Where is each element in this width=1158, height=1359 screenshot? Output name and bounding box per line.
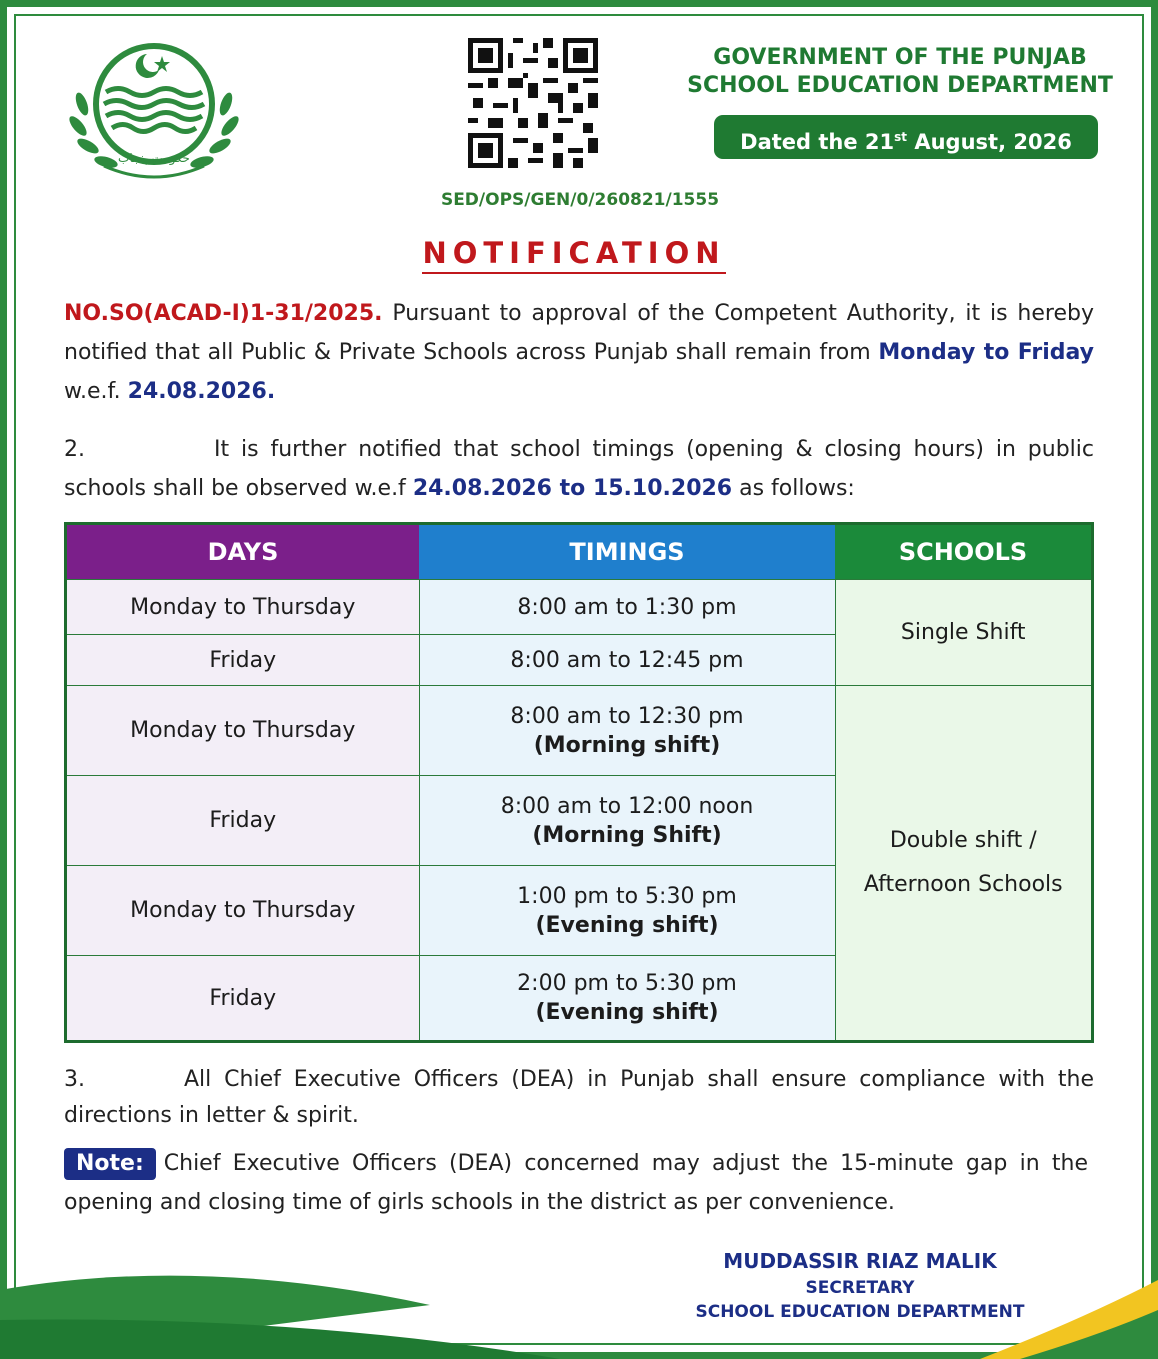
shift-label: (Evening shift) <box>535 1000 719 1025</box>
time-range: 2:00 pm to 5:30 pm <box>517 971 737 996</box>
day-cell: Friday <box>66 776 420 866</box>
note-text: Chief Executive Officers (DEA) concerned may adjust the 15-minute gap in the opening and closing time of girls schools in the district as per convenience. <box>64 1151 1088 1215</box>
note-badge: Note: <box>64 1148 156 1180</box>
paragraph-3 <box>64 1062 1094 1134</box>
school-type-double <box>835 686 1093 1042</box>
para1-wef: w.e.f. <box>64 379 128 404</box>
qr-code <box>468 38 598 168</box>
school-type-single: Single Shift <box>835 580 1093 686</box>
para3-number: 3. <box>64 1067 85 1092</box>
notification-title <box>300 236 848 270</box>
time-cell <box>419 866 835 956</box>
punjab-government-emblem <box>64 34 244 184</box>
time-cell <box>419 686 835 776</box>
date-suffix: August, 2026 <box>907 130 1072 154</box>
time-range: 8:00 am to 12:30 pm <box>510 703 744 729</box>
para1-days: Monday to Friday <box>878 340 1095 365</box>
para2-text: It is further notified that school timings (opening & closing hours) in public schools shall be observed w.e.f <box>64 437 1094 501</box>
table-row <box>66 580 1093 635</box>
paragraph-2 <box>64 430 1094 508</box>
signatory-name: MUDDASSIR RIAZ MALIK <box>723 1249 997 1273</box>
reference-code: SED/OPS/GEN/0/260821/1555 <box>440 190 720 210</box>
time-cell: 8:00 am to 1:30 pm <box>419 580 835 635</box>
day-cell: Friday <box>66 635 420 686</box>
school-double-line2: Afternoon Schools <box>863 872 1063 897</box>
day-cell: Friday <box>66 956 420 1042</box>
header-schools: SCHOOLS <box>835 524 1093 580</box>
signature-block <box>680 1246 1040 1324</box>
gov-title: GOVERNMENT OF THE PUNJAB <box>713 45 1087 70</box>
day-cell: Monday to Thursday <box>66 686 420 776</box>
signatory-department: SCHOOL EDUCATION DEPARTMENT <box>695 1302 1025 1322</box>
table-header-row <box>66 524 1093 580</box>
para2-number: 2. <box>64 437 85 462</box>
para3-text: All Chief Executive Officers (DEA) in Punjab shall ensure compliance with the directions in letter & spirit. <box>64 1067 1094 1128</box>
shift-label: (Morning shift) <box>533 732 721 758</box>
time-range: 8:00 am to 12:00 noon <box>500 793 754 819</box>
date-prefix: Dated the 21 <box>740 130 895 154</box>
time-cell <box>419 956 835 1042</box>
shift-label: (Evening shift) <box>535 912 719 938</box>
para1-date: 24.08.2026. <box>127 379 276 404</box>
time-cell: 8:00 am to 12:45 pm <box>419 635 835 686</box>
dept-title: SCHOOL EDUCATION DEPARTMENT <box>687 73 1113 98</box>
time-range: 1:00 pm to 5:30 pm <box>517 883 737 909</box>
shift-label: (Morning Shift) <box>532 822 722 848</box>
date-badge <box>714 115 1098 159</box>
date-ordinal: st <box>894 130 908 144</box>
day-cell: Monday to Thursday <box>66 580 420 635</box>
timings-table <box>64 522 1094 1043</box>
header-days: DAYS <box>66 524 420 580</box>
para1-text: Pursuant to approval of the Competent Authority, it is hereby notified that all Public & Private Schools across Punjab shall remain from <box>64 301 1094 365</box>
school-double-line1: Double shift / <box>889 828 1037 853</box>
paragraph-1 <box>64 294 1094 411</box>
signatory-title: SECRETARY <box>805 1278 915 1298</box>
department-header <box>660 44 1140 100</box>
para2-range: 24.08.2026 to 15.10.2026 <box>412 476 733 501</box>
time-cell <box>419 776 835 866</box>
header-timings: TIMINGS <box>419 524 835 580</box>
note-paragraph <box>64 1144 1088 1222</box>
para2-tail: as follows: <box>732 476 855 501</box>
day-cell: Monday to Thursday <box>66 866 420 956</box>
notification-title-text: NOTIFICATION <box>422 236 725 274</box>
svg-text:حکومت پنجاب: حکومت پنجاب <box>118 151 190 165</box>
table-row <box>66 686 1093 776</box>
notification-number: NO.SO(ACAD-I)1-31/2025. <box>64 301 383 326</box>
